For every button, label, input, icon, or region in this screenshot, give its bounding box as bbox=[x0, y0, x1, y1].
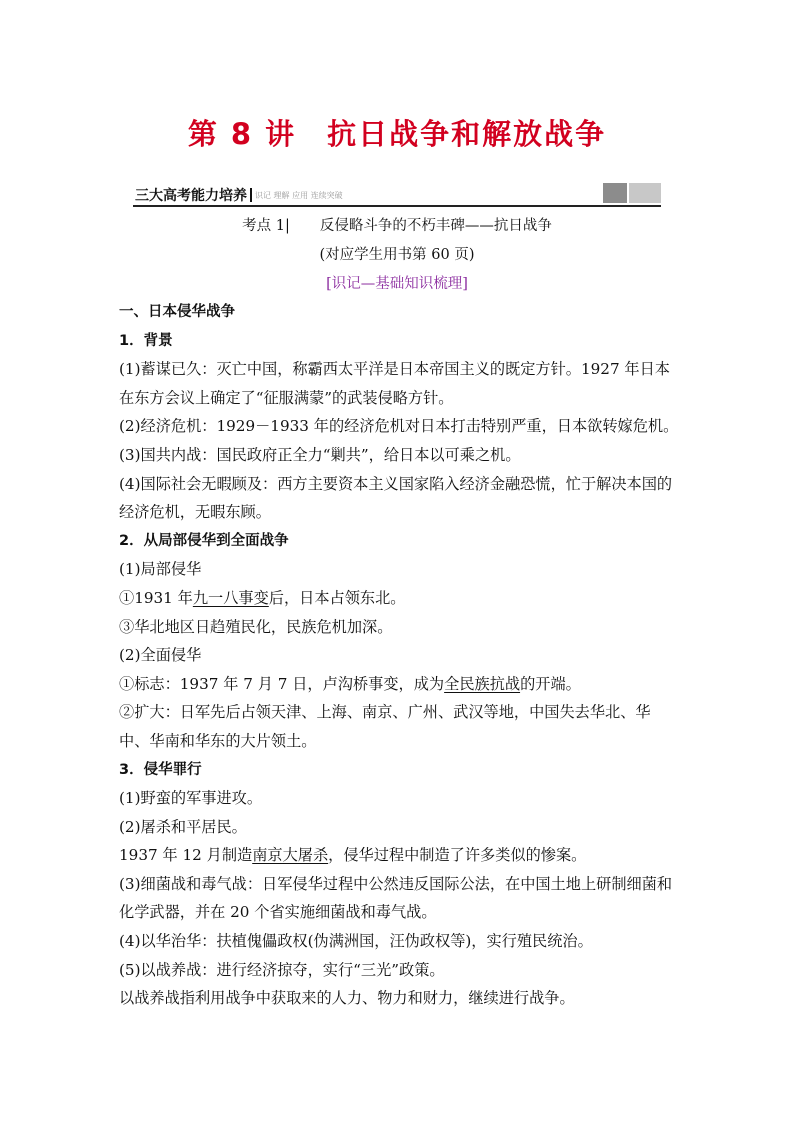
reference-note: (对应学生用书第 60 页) bbox=[319, 247, 475, 263]
lesson-title: 第 8 讲 抗日战争和解放战争 bbox=[187, 117, 607, 151]
paragraph: 以战养战指利用战争中获取来的人力、物力和财力，继续进行战争。 bbox=[119, 989, 575, 1008]
paragraph bbox=[119, 841, 679, 870]
ability-banner bbox=[133, 183, 661, 207]
subsection-heading-invasion: 2．从局部侵华到全面战争 bbox=[119, 532, 289, 549]
topic-text: 反侵略斗争的不朽丰碑——抗日战争 bbox=[319, 218, 552, 234]
topic-line bbox=[0, 214, 794, 235]
banner-label bbox=[135, 185, 343, 205]
paragraph: (1)局部侵华 bbox=[119, 560, 202, 579]
paragraph: (3)细菌战和毒气战：日军侵华过程中公然违反国际公法，在中国土地上研制细菌和化学武器，并在 20 个省实施细菌战和毒气战。 bbox=[119, 874, 673, 922]
banner-decoration bbox=[603, 183, 661, 205]
banner-block-light bbox=[629, 183, 661, 203]
subsection-heading-background: 1．背景 bbox=[119, 332, 173, 349]
text-span: ①1931 年 bbox=[119, 588, 193, 607]
paragraph: (4)国际社会无暇顾及：西方主要资本主义国家陷入经济金融恐慌，忙于解决本国的经济危机，无暇东顾。 bbox=[119, 474, 673, 522]
banner-separator bbox=[250, 188, 252, 202]
list-item bbox=[119, 670, 679, 699]
underlined-term: 南京大屠杀 bbox=[252, 846, 329, 865]
paragraph: (2)全面侵华 bbox=[119, 646, 202, 665]
text-span: ①标志：1937 年 7 月 7 日，卢沟桥事变，成为 bbox=[119, 674, 445, 693]
paragraph: (2)屠杀和平居民。 bbox=[119, 817, 247, 836]
text-span: ，侵华过程中制造了许多类似的惨案。 bbox=[328, 846, 587, 865]
paragraph: (3)国共内战：国民政府正全力“剿共”，给日本以可乘之机。 bbox=[119, 445, 521, 464]
main-content bbox=[119, 298, 679, 1013]
paragraph: (2)经济危机：1929－1933 年的经济危机对日本打击特别严重，日本欲转嫁危机。 bbox=[119, 417, 679, 436]
section-heading: 一、日本侵华战争 bbox=[119, 304, 235, 320]
text-span: 1937 年 12 月制造 bbox=[119, 846, 253, 865]
paragraph: (1)蓄谋已久：灭亡中国，称霸西太平洋是日本帝国主义的既定方针。1927 年日本在东方会议上确定了“征服满蒙”的武装侵略方针。 bbox=[119, 360, 670, 407]
list-item: ②扩大：日军先后占领天津、上海、南京、广州、武汉等地，中国失去华北、华中、华南和华东的大片领土。 bbox=[119, 703, 651, 750]
list-item: ③华北地区日趋殖民化，民族危机加深。 bbox=[119, 617, 393, 636]
banner-block-dark bbox=[603, 183, 627, 203]
topic-label: 考点 1| bbox=[242, 218, 290, 234]
underlined-term: 全民族抗战 bbox=[444, 674, 521, 693]
paragraph: (1)野蛮的军事进攻。 bbox=[119, 789, 263, 808]
underlined-term: 九一八事变 bbox=[192, 588, 269, 607]
paragraph: (5)以战养战：进行经济掠夺，实行“三光”政策。 bbox=[119, 960, 445, 979]
list-item bbox=[119, 584, 679, 613]
text-span: 后，日本占领东北。 bbox=[268, 588, 406, 607]
text-span: 的开端。 bbox=[520, 674, 581, 693]
subsection-heading-crimes: 3．侵华罪行 bbox=[119, 761, 202, 778]
banner-subtext: 识记 理解 应用 连续突破 bbox=[255, 191, 343, 200]
banner-main-text: 三大高考能力培养 bbox=[135, 188, 247, 204]
section-tag: [识记—基础知识梳理] bbox=[326, 276, 468, 292]
paragraph: (4)以华治华：扶植傀儡政权(伪满洲国，汪伪政权等)，实行殖民统治。 bbox=[119, 932, 593, 951]
